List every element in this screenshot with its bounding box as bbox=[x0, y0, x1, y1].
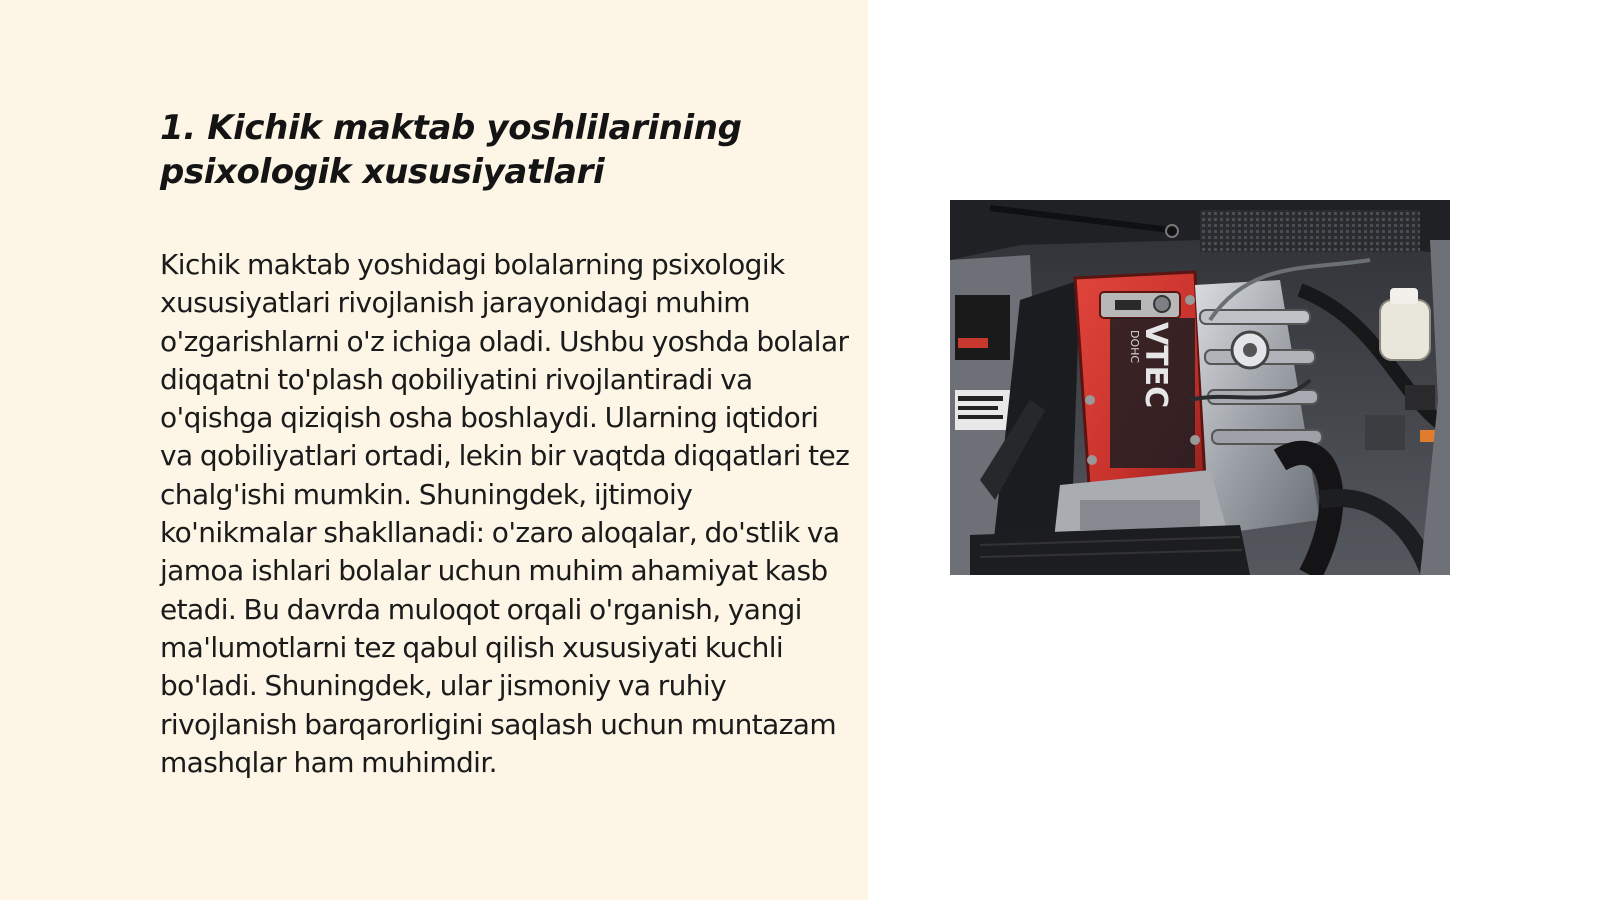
cover-marking-top: DOHC bbox=[1128, 330, 1141, 364]
slide-title: 1. Kichik maktab yoshlilarining psixologik xususiyatlari bbox=[160, 108, 742, 192]
slide-body-text: Kichik maktab yoshidagi bolalarning psixologik xususiyatlari rivojlanish jarayonidagi muhim o'zgarishlarni o'z ichiga oladi. Ushbu yoshda bolalar diqqatni to'plash qobiliyatini rivojlantiradi va o'qishga qiziqish osha boshlaydi. Ularning iqtidori va qobiliyatlari ortadi, lekin bir vaqtda diqqatlari tez chalg'ishi mumkin. Shuningdek, ijtimoiy ko'nikmalar shakllanadi: o'zaro aloqalar, do'stlik va jamoa ishlari bolalar uchun muhim ahamiyat kasb etadi. Bu davrda muloqot orqali o'rganish, yangi ma'lumotlarni tez qabul qilish xususiyati kuchli bo'ladi. Shuningdek, ular jismoniy va ruhiy rivojlanish barqarorligini saqlash uchun muntazam mashqlar ham muhimdir. bbox=[160, 248, 850, 779]
engine-photo bbox=[950, 200, 1450, 575]
cover-marking-main: VTEC bbox=[1138, 322, 1173, 409]
